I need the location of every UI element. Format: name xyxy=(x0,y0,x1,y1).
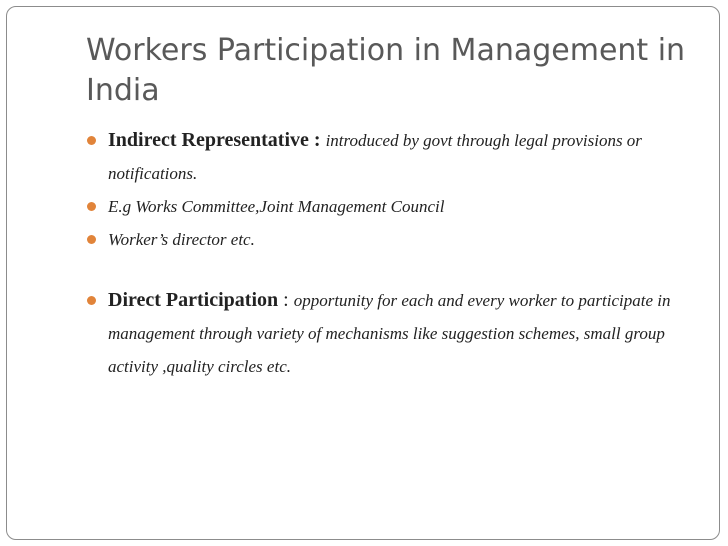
slide-title: Workers Participation in Management in India xyxy=(86,33,686,108)
bullet-lead: Direct Participation xyxy=(108,289,279,311)
bullet-item-example xyxy=(85,190,695,223)
bullet-separator: : xyxy=(278,289,294,311)
bullet-dot-icon xyxy=(87,202,96,211)
bullet-text: introduced by govt through legal provisions or notifications. xyxy=(108,131,642,183)
bullet-item-direct-participation xyxy=(85,284,695,383)
slide-frame xyxy=(6,6,720,540)
bullet-list xyxy=(85,124,695,383)
bullet-text: E.g Works Committee,Joint Management Council xyxy=(108,197,445,216)
bullet-item-indirect-representative xyxy=(85,124,695,190)
bullet-text: Worker’s director etc. xyxy=(108,230,255,249)
bullet-lead: Indirect Representative : xyxy=(108,129,321,151)
bullet-text: opportunity for each and every worker to participate in management through variety of mechanisms like suggestion schemes, small group activity ,quality circles etc. xyxy=(108,291,671,376)
spacer xyxy=(85,256,695,284)
bullet-dot-icon xyxy=(87,136,96,145)
bullet-item-workers-director xyxy=(85,223,695,256)
bullet-dot-icon xyxy=(87,235,96,244)
bullet-dot-icon xyxy=(87,296,96,305)
